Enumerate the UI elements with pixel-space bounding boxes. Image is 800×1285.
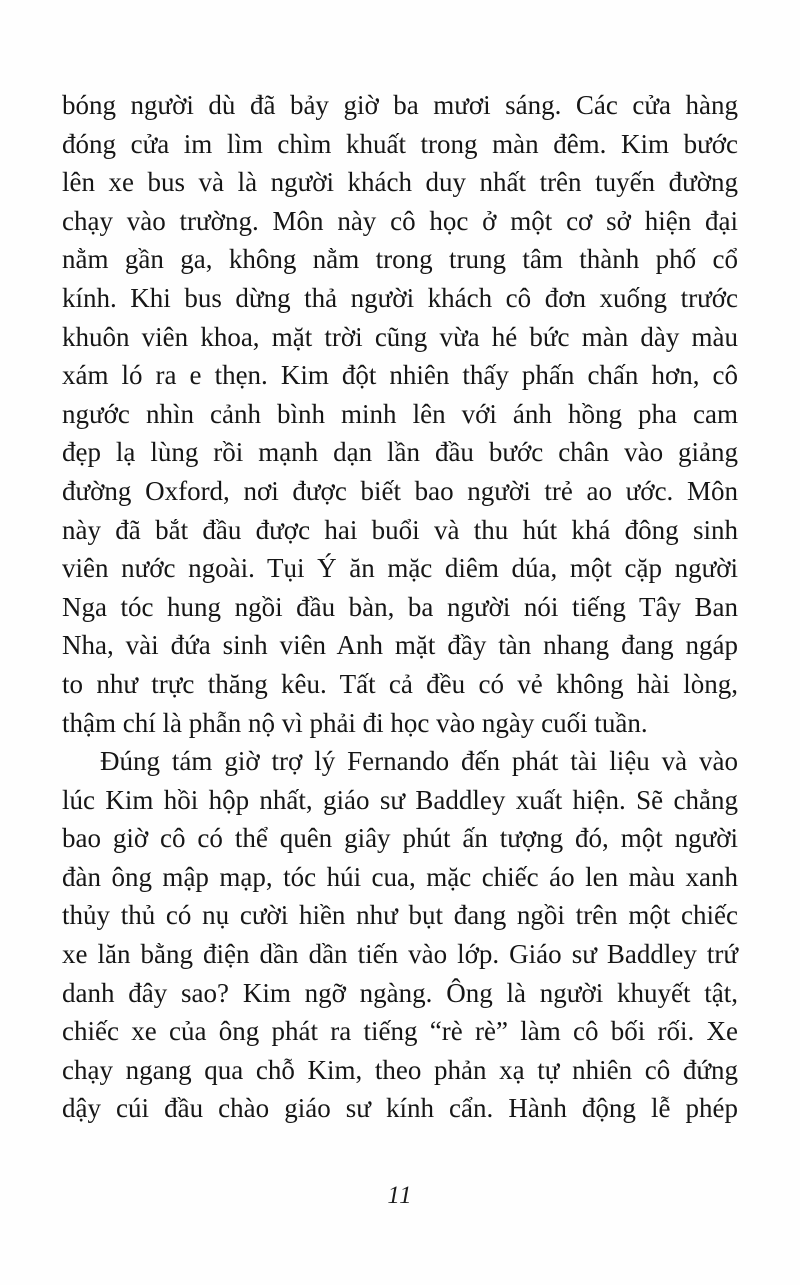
text-line: chiếc xe của ông phát ra tiếng “rè rè” làm cô bối rối. Xe: [62, 1016, 738, 1047]
text-line: thậm chí là phẫn nộ vì phải đi học vào ngày cuối tuần.: [62, 707, 648, 738]
text-line: Đúng tám giờ trợ lý Fernando đến phát tài liệu và vào: [100, 746, 738, 777]
text-line: Nga tóc hung ngồi đầu bàn, ba người nói tiếng Tây Ban: [62, 591, 738, 622]
text-line: đóng cửa im lìm chìm khuất trong màn đêm. Kim bước: [62, 128, 738, 159]
text-line: lên xe bus và là người khách duy nhất trên tuyến đường: [62, 167, 738, 198]
text-line: viên nước ngoài. Tụi Ý ăn mặc diêm dúa, một cặp người: [62, 553, 738, 584]
text-line: xám ló ra e thẹn. Kim đột nhiên thấy phấn chấn hơn, cô: [62, 360, 738, 391]
text-line: khuôn viên khoa, mặt trời cũng vừa hé bức màn dày màu: [62, 321, 738, 352]
text-line: bao giờ cô có thể quên giây phút ấn tượng đó, một người: [62, 823, 738, 854]
text-line: đường Oxford, nơi được biết bao người trẻ ao ước. Môn: [62, 475, 738, 506]
text-line: xe lăn bằng điện dần dần tiến vào lớp. Giáo sư Baddley trứ: [62, 939, 738, 970]
text-line: bóng người dù đã bảy giờ ba mươi sáng. Các cửa hàng: [62, 90, 738, 120]
text-line: đàn ông mập mạp, tóc húi cua, mặc chiếc áo len màu xanh: [62, 861, 738, 892]
paragraph-2: [62, 742, 738, 1128]
text-line: kính. Khi bus dừng thả người khách cô đơn xuống trước: [62, 282, 738, 313]
paragraph-1: [62, 86, 738, 742]
text-line: to như trực thăng kêu. Tất cả đều có vẻ không hài lòng,: [62, 668, 738, 699]
text-line: danh đây sao? Kim ngỡ ngàng. Ông là người khuyết tật,: [62, 977, 738, 1008]
text-line: đẹp lạ lùng rồi mạnh dạn lần đầu bước chân vào giảng: [62, 437, 738, 468]
text-line: thủy thủ có nụ cười hiền như bụt đang ngồi trên một chiếc: [62, 900, 738, 931]
text-line: chạy ngang qua chỗ Kim, theo phản xạ tự nhiên cô đứng: [62, 1054, 738, 1085]
page-number: 11: [387, 1182, 413, 1209]
text-line: ngước nhìn cảnh bình minh lên với ánh hồng pha cam: [62, 398, 738, 429]
text-line: dậy cúi đầu chào giáo sư kính cẩn. Hành động lễ phép: [62, 1093, 738, 1124]
text-block: [62, 86, 738, 1128]
text-line: nằm gần ga, không nằm trong trung tâm thành phố cổ: [62, 244, 738, 275]
text-line: lúc Kim hồi hộp nhất, giáo sư Baddley xuất hiện. Sẽ chẳng: [62, 784, 738, 815]
text-line: Nha, vài đứa sinh viên Anh mặt đầy tàn nhang đang ngáp: [62, 630, 738, 661]
text-line: chạy vào trường. Môn này cô học ở một cơ sở hiện đại: [62, 205, 738, 236]
text-line: này đã bắt đầu được hai buổi và thu hút khá đông sinh: [62, 514, 738, 545]
